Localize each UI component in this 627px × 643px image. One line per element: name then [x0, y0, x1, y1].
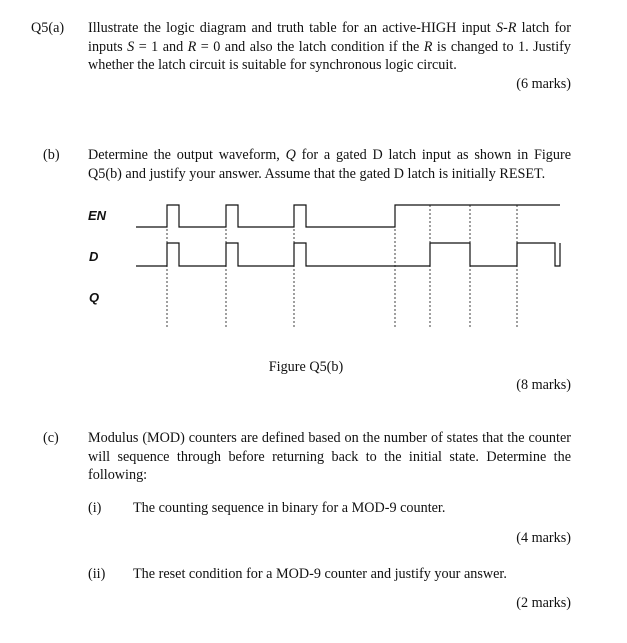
q5a-r-variable: R: [423, 38, 433, 55]
q5a-sr-variable: S-R: [495, 20, 517, 36]
q5c-ii-marks: (2 marks): [516, 595, 571, 611]
q5a-marks: (6 marks): [516, 76, 571, 92]
q5a-text-part1: Illustrate the logic diagram and truth table for an active-HIGH input: [88, 20, 496, 36]
q5a-label: Q5(a): [31, 20, 65, 36]
q5c-i-marks: (4 marks): [516, 530, 571, 546]
q5c-i-text: The counting sequence in binary for a MOD-9 counter.: [133, 500, 446, 516]
q5a-r-symbol: R: [187, 38, 197, 55]
q5c-ii-label: (ii): [88, 566, 106, 582]
q5c-ii-text: The reset condition for a MOD-9 counter and justify your answer.: [133, 566, 507, 582]
d-signal-label: D: [89, 249, 99, 264]
q5b-marks: (8 marks): [516, 377, 571, 393]
q5c-text: Modulus (MOD) counters are defined based on the number of states that the counter will sequence through before returning back to the initial state. Determine the following:: [88, 430, 571, 484]
q5b-label: (b): [43, 147, 60, 163]
q5a-text-part2: latch for inputs: [88, 20, 571, 55]
en-signal-label: EN: [88, 208, 107, 223]
q5b-text-part1: Determine the output waveform,: [88, 147, 286, 163]
q5c-i-label: (i): [88, 500, 102, 516]
q5b-text-part2: for a gated D latch input as shown in Figure Q5(b) and justify your answer. Assume that the gated D latch is initially RESET.: [88, 147, 571, 182]
figure-caption: Figure Q5(b): [268, 359, 344, 375]
q5a-eq1: = 1 and: [134, 38, 188, 55]
q-signal-label: Q: [89, 290, 100, 305]
q5b-q-variable: Q: [285, 147, 296, 163]
q5c-label: (c): [43, 430, 59, 446]
en-waveform: [136, 205, 560, 227]
q5a-eq2: = 0 and also the latch condition if the: [196, 38, 424, 55]
q5a-s-symbol: S: [127, 38, 135, 55]
d-waveform: [136, 243, 560, 266]
q5a-text-part3: is changed to 1. Justify whether the latch circuit is suitable for synchronous logic circuit.: [88, 38, 571, 74]
